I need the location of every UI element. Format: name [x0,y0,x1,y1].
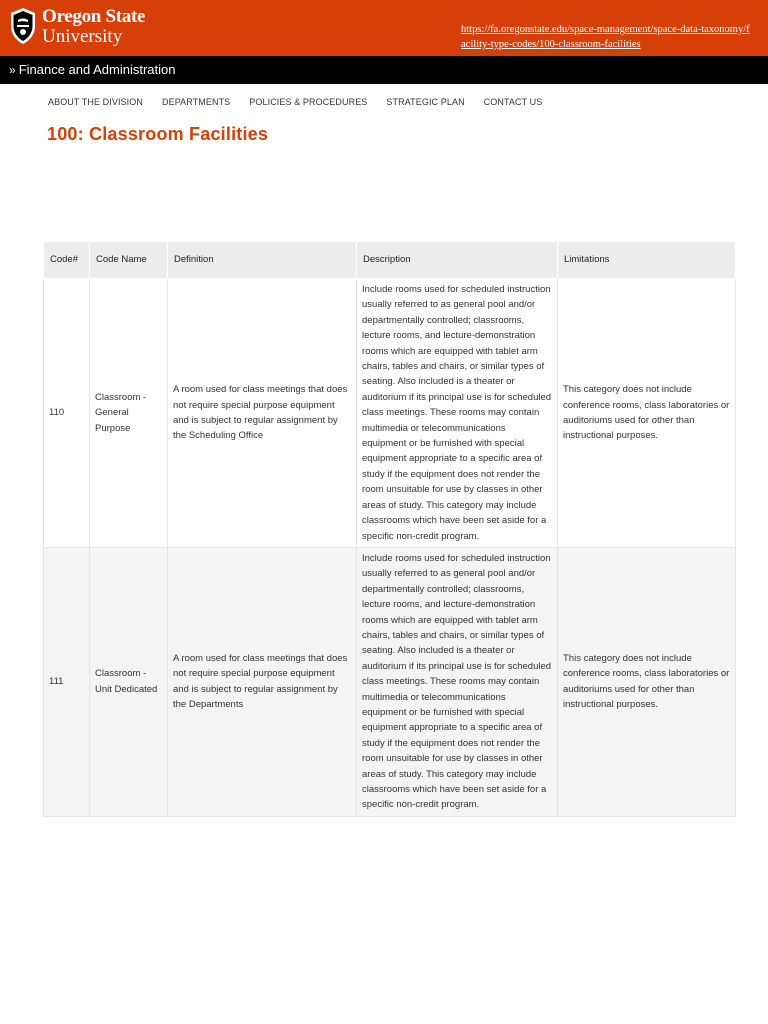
cell-code-name: Classroom - Unit Dedicated [90,547,168,816]
nav-item-departments[interactable]: DEPARTMENTS [162,97,231,107]
cell-code: 111 [44,547,90,816]
main-nav [0,97,768,107]
column-header-code-name: Code Name [90,242,168,279]
nav-item-contact[interactable]: CONTACT US [483,97,543,107]
description-part-1: Include rooms used for scheduled instruction usually referred to as general pool and/or departmentally controlled; classrooms, lecture rooms, and lecture-demonstration rooms which are equipped with tablet arm chairs, tables and chairs, or similar types of seating. Also included is a theater or auditorium if its principal use is for scheduled class meetings. These rooms may contain multimedia or telecommunications [362,284,552,434]
description-part-2: equipment or be furnished with special equipment appropriate to a specific area of study if the equipment does not render the room unsuitable for use by classes in other areas of study. This category may include classrooms which have been set aside for a specific non-credit program. [362,706,547,811]
site-header [0,0,768,56]
table-row [44,547,736,816]
description-part-1: Include rooms used for scheduled instruction usually referred to as general pool and/or departmentally controlled; classrooms, lecture rooms, and lecture-demonstration rooms which are equipped with tablet arm chairs, tables and chairs, or similar types of seating. Also included is a theater or auditorium if its principal use is for scheduled class meetings. These rooms may contain multimedia or telecommunications [362,552,552,703]
cell-description [357,547,558,816]
column-header-code: Code# [44,242,90,279]
nav-item-about[interactable]: ABOUT THE DIVISION [48,97,143,107]
column-header-limitations: Limitations [558,242,736,279]
cell-definition: A room used for class meetings that does not require special purpose equipment and is subject to regular assignment by the Departments [168,547,357,816]
cell-description [357,279,558,548]
department-bar [0,56,768,84]
osu-seal-icon [8,6,38,46]
cell-limitations: This category does not include conference rooms, class laboratories or auditoriums used for other than instructional purposes. [558,279,736,548]
column-header-description: Description [357,242,558,279]
column-header-definition: Definition [168,242,357,279]
page-title: 100: Classroom Facilities [47,124,269,144]
source-url-link[interactable]: https://fa.oregonstate.edu/space-management/space-data-taxonomy/facility-type-codes/100-classroom-facilities [461,24,750,50]
osu-logo[interactable] [8,6,145,46]
logo-wordmark-line1: Oregon State [42,5,146,27]
table-header-row [44,242,736,279]
nav-item-policies[interactable]: POLICIES & PROCEDURES [249,97,368,107]
cell-code-name: Classroom - General Purpose [90,279,168,548]
department-title[interactable]: Finance and Administration [18,62,176,77]
cell-limitations: This category does not include conference rooms, class laboratories or auditoriums used for other than instructional purposes. [558,547,736,816]
cell-code: 110 [44,279,90,548]
raquo-icon: » [9,63,16,77]
description-part-2: equipment or be furnished with special equipment appropriate to a specific area of study if the equipment does not render the room unsuitable for use by classes in other areas of study. This category may include classrooms which have been set aside for a specific non-credit program. [362,438,547,542]
facility-codes-table [43,241,736,817]
table-row [44,279,736,548]
cell-definition: A room used for class meetings that does not require special purpose equipment and is subject to regular assignment by the Scheduling Office [168,279,357,548]
logo-wordmark-line2: University [42,25,123,47]
nav-item-strategic-plan[interactable]: STRATEGIC PLAN [386,97,465,107]
